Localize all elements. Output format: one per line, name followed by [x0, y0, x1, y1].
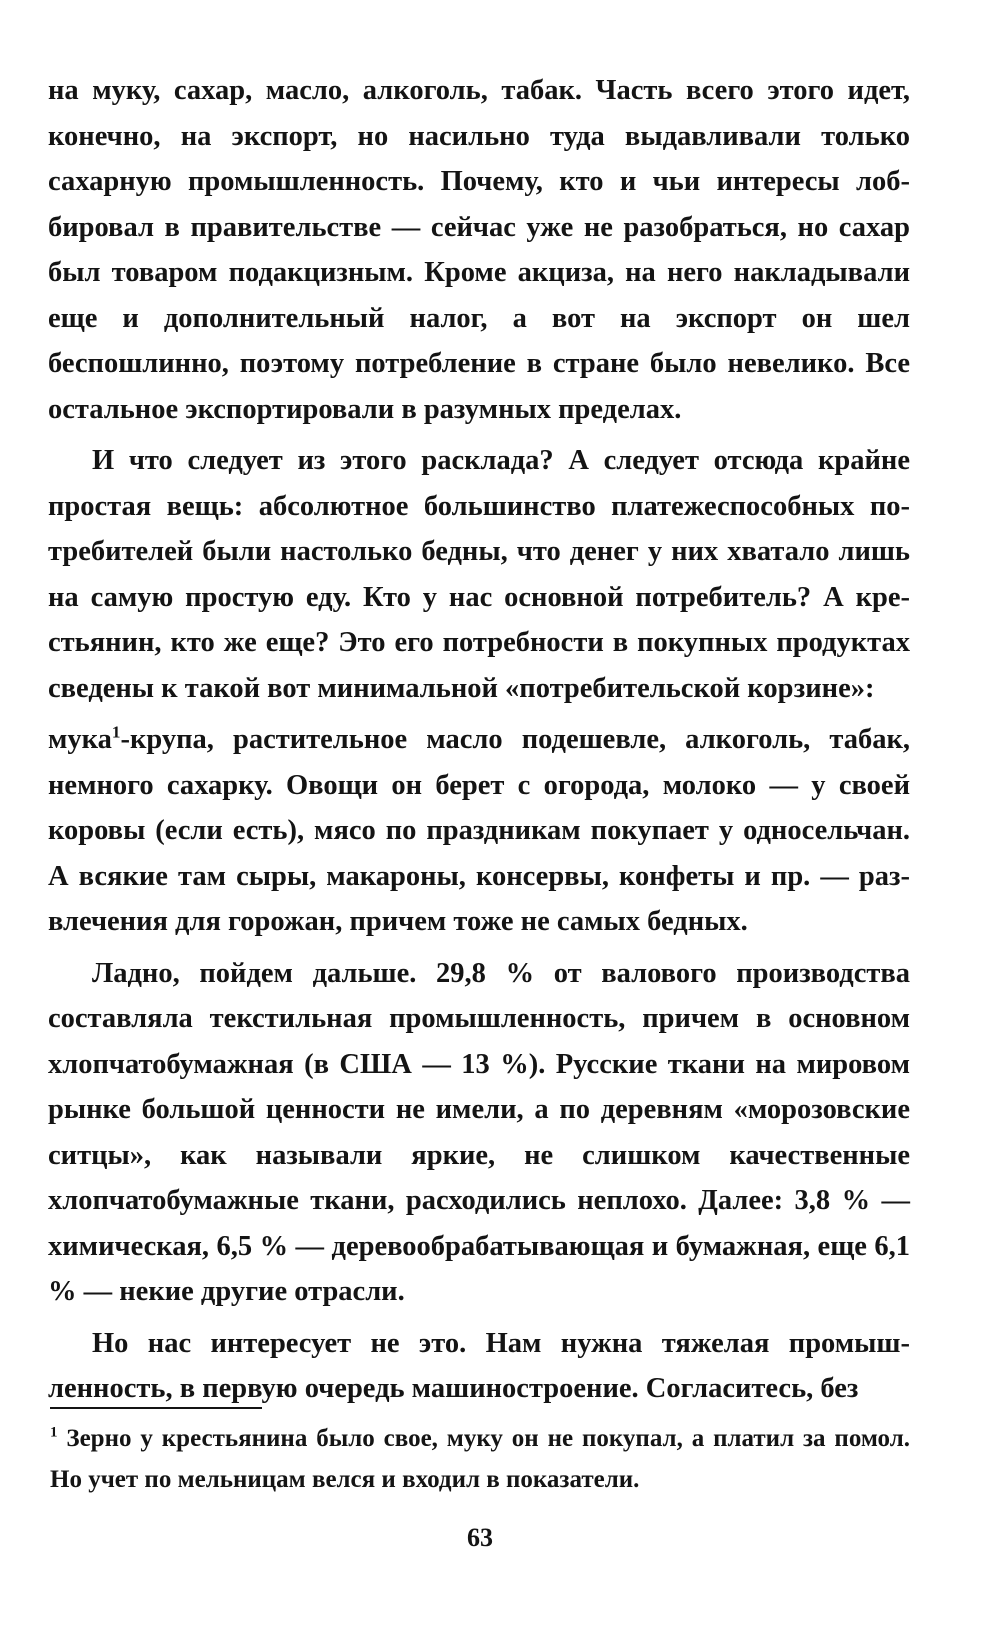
page-number: 63	[467, 1523, 493, 1552]
footnote-reference: 1	[111, 722, 121, 742]
paragraph-3	[48, 717, 910, 945]
muka-word: мука	[48, 724, 112, 755]
paragraph-3-text: -крупа, растительное масло подешевле, алкоголь, табак, немного сахарку. Овощи он берет с огорода, молоко — у своей коровы (если есть), мясо по праздникам покупает у односельчан. А всякие там сыры, макароны, консервы, конфеты и пр. — развлечения для горожан, причем тоже не самых бедных.	[48, 724, 910, 937]
footnote-divider	[50, 1407, 262, 1409]
footnote	[50, 1418, 910, 1500]
paragraph-4: Ладно, пойдем дальше. 29,8 % от валового производства составляла текстильная промышленность, причем в основном хлопчатобумажная (в США — 13 %). Русские ткани на мировом рынке большой ценности не имели, а по деревням «морозовские ситцы», как называли яркие, не слишком качественные хлопчатобумажные ткани, расходились неплохо. Далее: 3,8 % — химическая, 6,5 % — деревообрабатывающая и бумажная, еще 6,1 % — некие другие отрасли.	[48, 957, 910, 1307]
paragraph-2: И что следует из этого расклада? А следует отсюда крайне простая вещь: абсолютное большинство платежеспособных потребителей были настолько бедны, что денег у них хватало лишь на самую простую еду. Кто у нас основной потребитель? А крестьянин, кто же еще? Это его потребности в покупных продуктах сведены к такой вот минимальной «потребительской корзине»:	[48, 445, 910, 704]
paragraph-5: Но нас интересует не это. Нам нужна тяжелая промышленность, в первую очередь машиностроение. Согласитесь, без	[48, 1327, 910, 1404]
footnote-marker: 1	[50, 1424, 58, 1441]
paragraph-1: на муку, сахар, масло, алкоголь, табак. Часть всего этого идет, конечно, на экспорт, но насильно туда выдавливали только сахарную промышленность. Почему, кто и чьи интересы лоббировал в правительстве — сейчас уже не разобраться, но сахар был товаром подакцизным. Кроме акциза, на него накладывали еще и дополнительный налог, а вот на экспорт он шел беспошлинно, поэтому потребление в стране было невелико. Все остальное экспортировали в разумных пределах.	[48, 75, 910, 425]
footnote-text: Зерно у крестьянина было свое, муку он не покупал, а платил за помол. Но учет по мельницам велся и входил в показатели.	[50, 1425, 910, 1493]
body-text	[48, 68, 910, 1418]
